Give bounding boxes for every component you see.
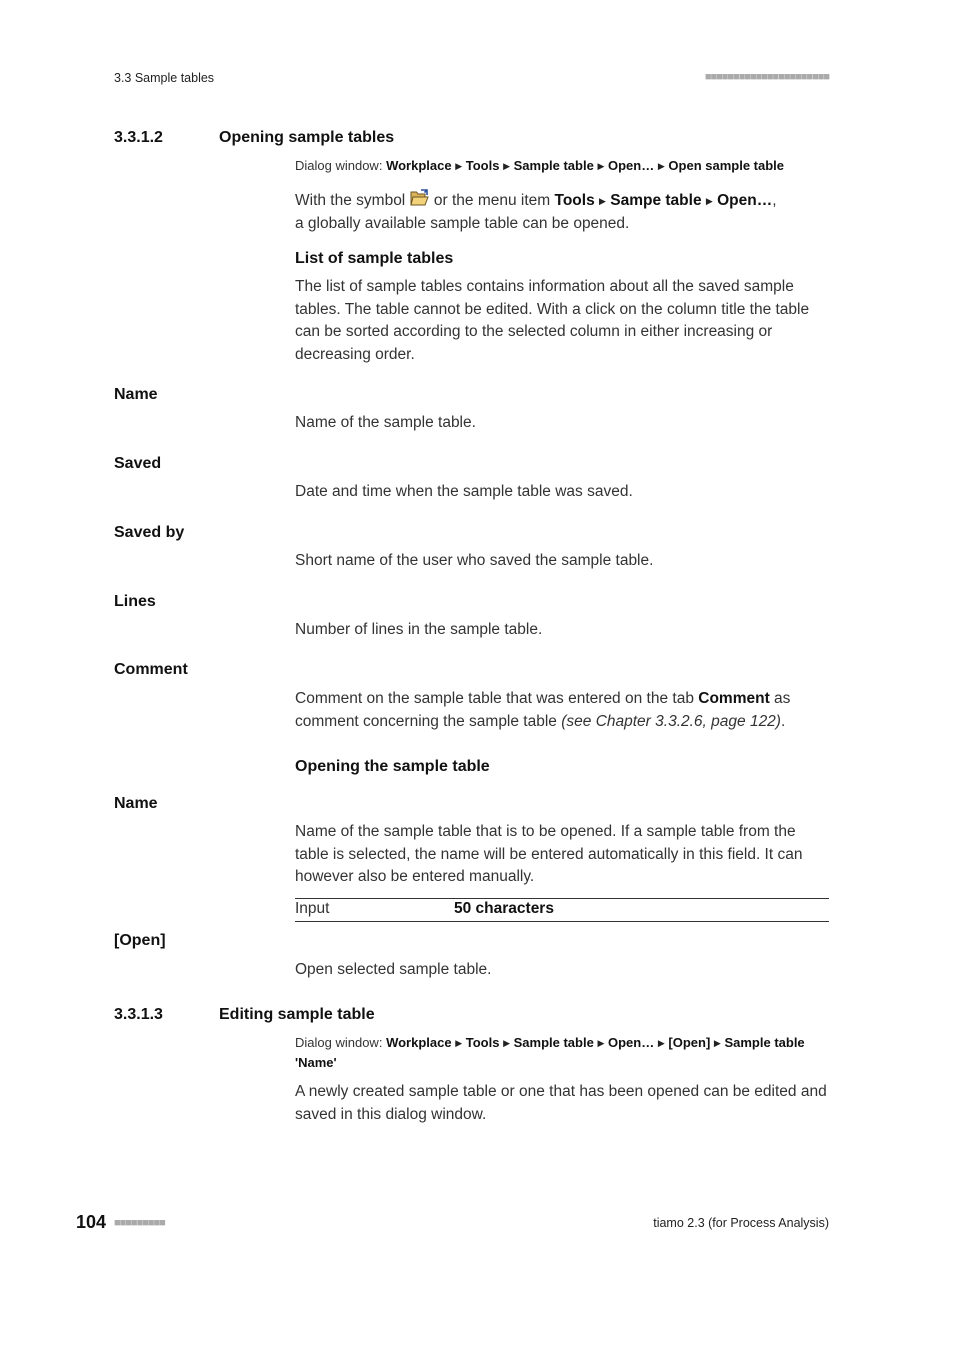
term-open-name: Name: [114, 795, 158, 812]
input-parameter-table: [295, 898, 829, 922]
page-number: 104: [76, 1212, 107, 1232]
section-title: Opening sample tables: [219, 129, 395, 146]
term-saved-by: Saved by: [114, 524, 185, 541]
term-saved-desc: Date and time when the sample table was saved.: [295, 483, 633, 500]
term-open-button-desc: Open selected sample table.: [295, 961, 492, 978]
list-paragraph: The list of sample tables contains information about all the saved sample tables. The table cannot be edited. With a click on the column title the table can be sorted according to the selected column in either increasing or decreasing order.: [295, 278, 810, 363]
editing-paragraph: A newly created sample table or one that has been opened can be edited and saved in this dialog window.: [295, 1083, 827, 1123]
path-separator-icon: ▶: [599, 196, 606, 206]
open-heading: Opening the sample table: [295, 758, 490, 775]
term-name-desc: Name of the sample table.: [295, 414, 476, 431]
section-title: Editing sample table: [219, 1006, 375, 1023]
path-separator-icon: ▶: [713, 1038, 721, 1048]
section-number: 3.3.1.3: [114, 1006, 163, 1023]
term-saved: Saved: [114, 455, 162, 472]
path-separator-icon: ▶: [597, 1038, 605, 1048]
path-separator-icon: ▶: [455, 161, 463, 171]
running-header-dots: ■■■■■■■■■■■■■■■■■■■■■■: [704, 71, 829, 83]
term-name: Name: [114, 386, 158, 403]
path-separator-icon: ▶: [705, 196, 713, 206]
dialog-path: Dialog window: Workplace ▶ Tools ▶ Sample table ▶ Open… ▶ [Open] ▶ Sample table 'Name': [295, 1035, 805, 1070]
input-value: 50 characters: [454, 900, 554, 917]
open-folder-icon: [410, 189, 430, 207]
path-separator-icon: ▶: [455, 1038, 463, 1048]
term-comment: Comment: [114, 661, 188, 678]
term-lines-desc: Number of lines in the sample table.: [295, 621, 543, 638]
term-open-button: [Open]: [114, 932, 166, 949]
list-heading: List of sample tables: [295, 250, 454, 267]
path-separator-icon: ▶: [657, 1038, 665, 1048]
input-label: Input: [295, 900, 330, 917]
dialog-path: Dialog window: Workplace ▶ Tools ▶ Sample table ▶ Open… ▶ Open sample table: [295, 158, 784, 173]
running-header-section: 3.3 Sample tables: [114, 71, 215, 85]
term-lines: Lines: [114, 593, 156, 610]
intro-paragraph: With the symbol or the menu item Tools ▶ Sampe table ▶ Open…, a globally available sample table can be opened.: [295, 189, 830, 235]
term-comment-desc: Comment on the sample table that was entered on the tab Comment as comment concerning the sample table (see Chapter 3.3.2.6, page 122).: [295, 690, 791, 730]
path-separator-icon: ▶: [503, 1038, 510, 1048]
term-open-name-desc: Name of the sample table that is to be opened. If a sample table from the table is selected, the name will be entered automatically in this field. It can however also be entered manually.: [295, 823, 803, 885]
footer-dots: ■■■■■■■■■: [114, 1217, 165, 1229]
section-number: 3.3.1.2: [114, 129, 163, 146]
path-separator-icon: ▶: [503, 161, 510, 171]
footer-product: tiamo 2.3 (for Process Analysis): [653, 1216, 829, 1230]
term-saved-by-desc: Short name of the user who saved the sample table.: [295, 552, 654, 569]
path-separator-icon: ▶: [597, 161, 605, 171]
chapter-reference-link[interactable]: (see Chapter 3.3.2.6, page 122): [561, 712, 781, 730]
path-separator-icon: ▶: [657, 161, 665, 171]
